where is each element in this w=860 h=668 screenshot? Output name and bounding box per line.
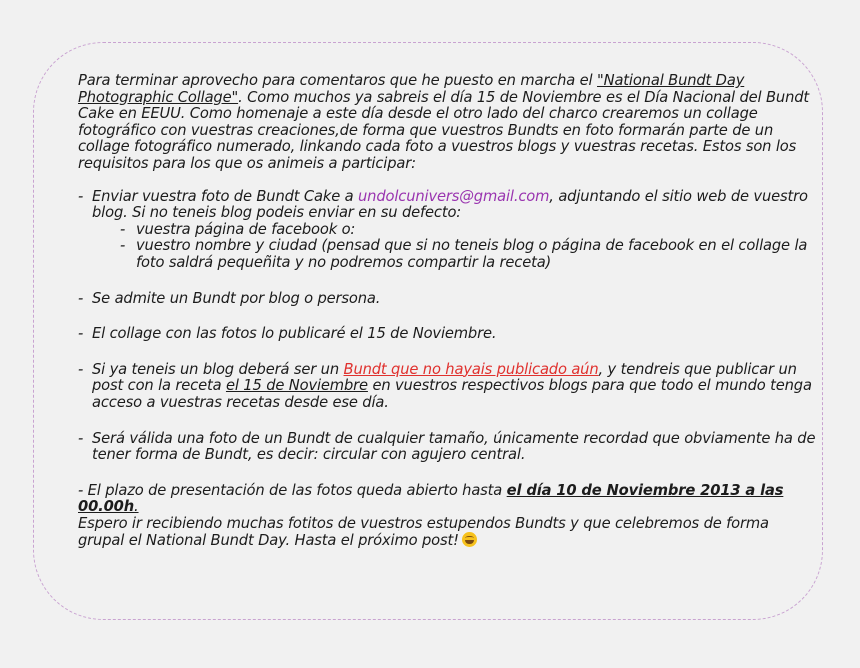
bullet-dash: - [78, 289, 84, 307]
sub-bullet-dash: - [120, 237, 126, 255]
publish-date-underlined: el 15 de Noviembre [225, 377, 368, 395]
sub-item-name-city [78, 238, 818, 271]
requirement-publish-date-text: El collage con las fotos lo publicaré el 15 de Noviembre. [92, 325, 497, 343]
requirement-email-rest: , adjuntando el sitio web de vuestro blog. Si no teneis blog podeis enviar en su defecto: [92, 187, 808, 222]
deadline-dot: . [134, 498, 139, 516]
email-link[interactable]: undolcunivers@gmail.com [358, 187, 550, 205]
intro-paragraph [78, 73, 818, 173]
requirement-publish-date [78, 326, 818, 343]
sub-item-facebook-text: vuestra página de facebook o: [136, 220, 356, 238]
requirement-email-block [78, 189, 818, 272]
requirement-one-per-blog-text: Se admite un Bundt por blog o persona. [92, 289, 381, 307]
requirement-any-size [78, 431, 818, 464]
bullet-dash: - [78, 187, 84, 205]
post-content [78, 73, 818, 550]
sub-item-name-city-text: vuestro nombre y ciudad (pensad que si no teneis blog o página de facebook en el collage la foto saldrá pequeñita y no podremos compartir la receta) [136, 237, 808, 271]
closing-paragraph [78, 516, 818, 550]
bullet-dash: - [78, 325, 84, 343]
requirement-one-per-blog [78, 291, 818, 308]
requirement-unpublished-rest: en vuestros respectivos blogs para que todo el mundo tenga acceso a vuestras recetas desde ese día. [92, 377, 812, 411]
deadline-date: el día 10 de Noviembre 2013 a las 00.00h [78, 481, 784, 516]
bullet-dash: - [78, 360, 84, 378]
collage-link[interactable]: "National Bundt Day Photographic Collage" [78, 72, 745, 106]
requirement-unpublished-mid: , y tendreis que publicar un post con la receta [92, 360, 797, 395]
sub-bullet-dash: - [120, 220, 126, 238]
requirement-any-size-text: Será válida una foto de un Bundt de cualquier tamaño, únicamente recordad que obviamente ha de tener forma de Bundt, es decir: circular con agujero central. [92, 429, 816, 464]
sub-item-facebook [78, 222, 818, 239]
requirement-unpublished-lead: Si ya teneis un blog deberá ser un [92, 360, 344, 378]
requirement-email [78, 189, 818, 222]
requirement-email-lead: Enviar vuestra foto de Bundt Cake a [92, 187, 359, 205]
smiley-emoji-icon [462, 532, 477, 547]
requirement-unpublished-bundt [78, 362, 818, 412]
unpublished-bundt-link[interactable]: Bundt que no hayais publicado aún [343, 360, 599, 378]
deadline-paragraph [78, 483, 818, 516]
intro-rest-text: . Como muchos ya sabreis el día 15 de Noviembre es el Día Nacional del Bundt Cake en EEUU. Como homenaje a este día desde el otro lado del charco crearemos un collage fotográfico con vuestras creaciones,de forma que vuestros Bundts en foto formarán parte de un collage fotográfico numerado, linkando cada foto a vuestros blogs y vuestras recetas. Estos son los requisitos para los que os animeis a participar: [78, 88, 810, 172]
bullet-dash: - [78, 429, 84, 447]
intro-lead-text: Para terminar aprovecho para comentaros que he puesto en marcha el [78, 72, 598, 89]
closing-text: Espero ir recibiendo muchas fotitos de vuestros estupendos Bundts y que celebremos de forma grupal el National Bundt Day. Hasta el próximo post! [78, 514, 769, 550]
deadline-lead: - El plazo de presentación de las fotos queda abierto hasta [78, 481, 507, 499]
